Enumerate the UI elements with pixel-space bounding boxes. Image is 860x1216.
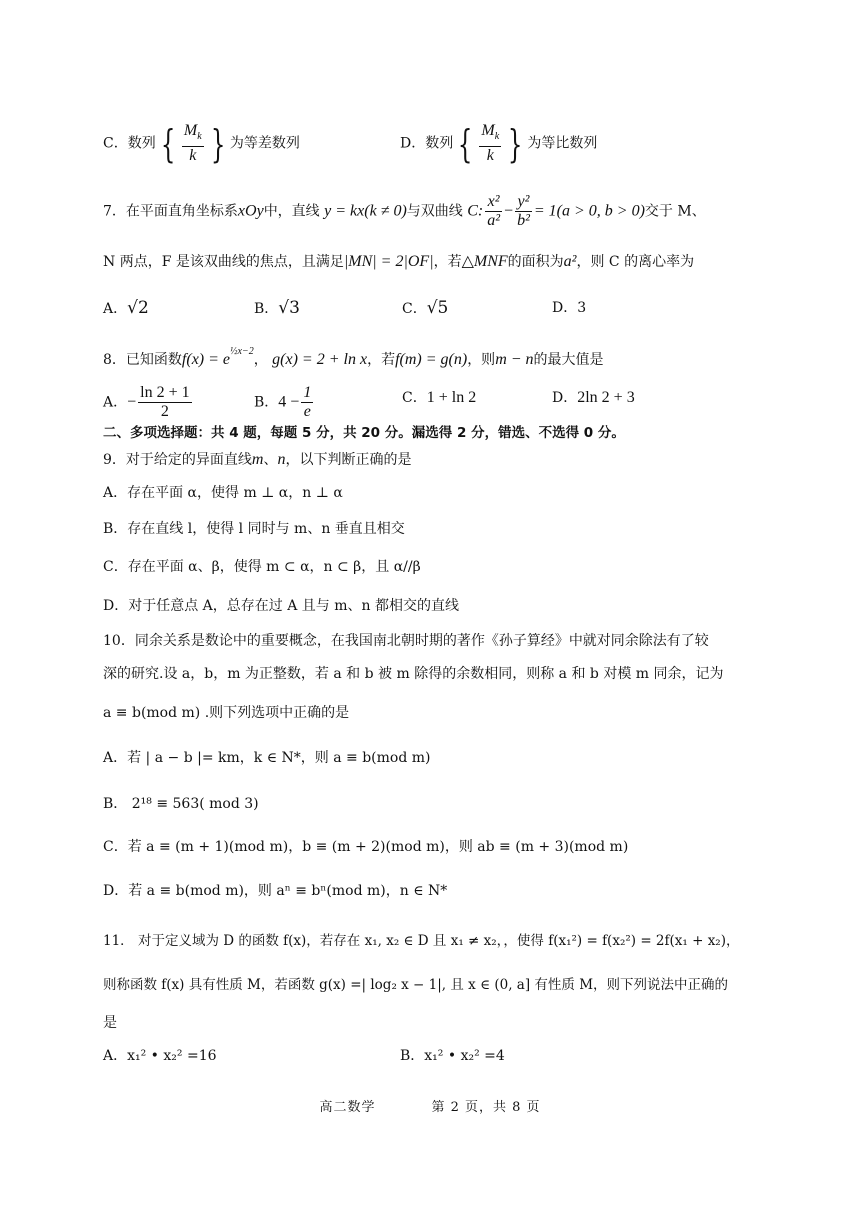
fraction-ln2plus1-over-2: $\frac{\ln 2 + 1}{2}$: [140, 384, 190, 420]
q10-stem-line2: 深的研究.设 a，b，m 为正整数，若 a 和 b 被 m 除得的余数相同，则称 a 和 b 对模 m 同余，记为: [103, 666, 724, 682]
q7-stem-line2: N 两点，F 是该双曲线的焦点，且满足|MN| = 2|OF|，若△MNF的面积为a²，则 C 的离心率为: [103, 253, 695, 270]
fraction-1-over-e: $\frac{1}{e}$: [303, 384, 312, 420]
q7-option-a: A．√2: [103, 298, 149, 318]
fraction-mk-over-k: $\frac{M_k}{k}$: [481, 122, 500, 165]
right-brace: }: [210, 121, 226, 166]
q9-stem: 9．对于给定的异面直线m、n，以下判断正确的是: [103, 451, 412, 468]
q6-option-c: C．数列 { $\frac{M_k}{k}$ } 为等差数列: [103, 121, 300, 166]
q10-stem-line3: a ≡ b(mod m) .则下列选项中正确的是: [103, 705, 350, 721]
q7-stem-line1: 7．在平面直角坐标系xOy中，直线 y = kx(k ≠ 0)与双曲线 C: $\frac{\text{x²}}{\text{a²}}$ − $\frac{\text{y²}}{\text{b²}}$ = 1(a > 0, b > 0)交于 M、: [103, 193, 706, 229]
fraction-mk-over-k: $\frac{M_k}{k}$: [183, 122, 202, 165]
page-footer: 高二数学 第 2 页，共 8 页: [319, 1100, 541, 1115]
q8-option-a: A．− $\frac{\ln 2 + 1}{2}$: [103, 384, 190, 420]
q10-option-d: D．若 a ≡ b(mod m)，则 aⁿ ≡ bⁿ(mod m)，n ∈ N*: [103, 883, 448, 899]
q11-stem-line2: 则称函数 f(x) 具有性质 M，若函数 g(x) =| log₂ x − 1|, 且 x ∈ (0, a] 有性质 M，则下列说法中正确的: [103, 977, 729, 993]
q10-option-b: B． 2¹⁸ ≡ 563( mod 3): [103, 796, 259, 812]
right-brace: }: [508, 121, 523, 166]
q7-option-d: D．3: [552, 300, 587, 316]
q7-option-c: C．√5: [402, 298, 449, 318]
section-heading: 二、多项选择题：共 4 题，每题 5 分，共 20 分。漏选得 2 分，错选、不选得 0 分。: [103, 425, 625, 441]
q11-option-a: A．x₁² • x₂² =16: [103, 1048, 217, 1064]
q11-option-b: B．x₁² • x₂² =4: [400, 1048, 505, 1064]
q8-stem: 8．已知函数$f(x) = e^{\frac{1}{2}x-2}$， g(x) = 2 + ln x，若f(m) = g(n)，则m − n的最大值是: [103, 346, 604, 368]
q9-option-c: C．存在平面 α、β，使得 m ⊂ α，n ⊂ β，且 α//β: [103, 559, 421, 575]
q8-option-d: D．2ln 2 + 3: [552, 389, 635, 406]
q10-option-c: C．若 a ≡ (m + 1)(mod m)，b ≡ (m + 2)(mod m)，则 ab ≡ (m + 3)(mod m): [103, 839, 629, 855]
q6-option-d: D．数列 { $\frac{M_k}{k}$ } 为等比数列: [400, 121, 598, 166]
fraction-y2-b2: $\frac{\text{y²}}{\text{b²}}$: [517, 193, 530, 229]
q7-option-b: B．√3: [254, 298, 300, 318]
left-brace: {: [458, 121, 473, 166]
q10-stem-line1: 10．同余关系是数论中的重要概念，在我国南北朝时期的著作《孙子算经》中就对同余除法有了较: [103, 633, 709, 649]
q11-stem-line1: 11． 对于定义域为 D 的函数 f(x)，若存在 x₁, x₂ ∈ D 且 x₁ ≠ x₂，，使得 f(x₁²) = f(x₂²) = 2f(x₁ + x₂)，: [103, 933, 740, 949]
q9-option-a: A．存在平面 α，使得 m ⊥ α，n ⊥ α: [103, 485, 343, 501]
q9-option-b: B．存在直线 l，使得 l 同时与 m、n 垂直且相交: [103, 521, 405, 537]
left-brace: {: [160, 121, 176, 166]
q8-option-c: C．1 + ln 2: [402, 389, 477, 406]
q8-option-b: B．4 − $\frac{1}{e}$: [254, 384, 312, 420]
q9-option-d: D．对于任意点 A，总存在过 A 且与 m、n 都相交的直线: [103, 598, 459, 614]
fraction-x2-a2: $\frac{\text{x²}}{\text{a²}}$: [487, 193, 501, 229]
q11-stem-line3: 是: [103, 1015, 117, 1031]
q10-option-a: A．若 | a − b |= km，k ∈ N*，则 a ≡ b(mod m): [103, 750, 431, 766]
